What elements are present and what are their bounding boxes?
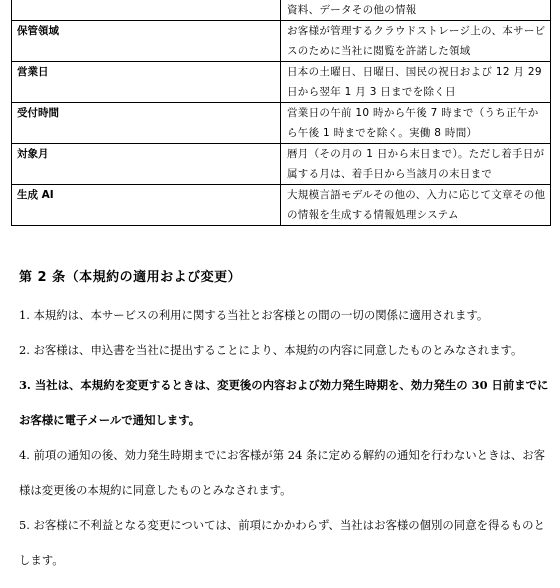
definition-description: 暦月（その月の 1 日から末日まで）。ただし着手日が属する月は、着手日から当該月の末日まで xyxy=(281,144,551,185)
clause-4: 4. 前項の通知の後、効力発生時期までにお客様が第 24 条に定める解約の通知を行わないときは、お客様は変更後の本規約に同意したものとみなされます。 xyxy=(19,448,546,497)
definition-row xyxy=(12,21,551,62)
definition-row xyxy=(12,0,551,21)
definition-term: 営業日 xyxy=(12,62,281,103)
definitions-table xyxy=(11,0,551,226)
definition-row xyxy=(12,185,551,226)
definition-term xyxy=(12,0,281,21)
clause-5: 5. お客様に不利益となる変更については、前項にかかわらず、当社はお客様の個別の同意を得るものとします。 xyxy=(19,518,545,567)
definition-description: 営業日の午前 10 時から午後 7 時まで（うち正午から午後 1 時までを除く。実働 8 時間） xyxy=(281,103,551,144)
definition-term: 生成 AI xyxy=(12,185,281,226)
definition-row xyxy=(12,62,551,103)
article-clauses xyxy=(19,298,551,578)
clause-2: 2. お客様は、申込書を当社に提出することにより、本規約の内容に同意したものとみなされます。 xyxy=(19,343,523,357)
definition-description: 大規模言語モデルその他の、入力に応じて文章その他の情報を生成する情報処理システム xyxy=(281,185,551,226)
clause-3: 3. 当社は、本規約を変更するときは、変更後の内容および効力発生時期を、効力発生の 30 日前までにお客様に電子メールで通知します。 xyxy=(19,378,549,427)
definition-description: 日本の土曜日、日曜日、国民の祝日および 12 月 29 日から翌年 1 月 3 日までを除く日 xyxy=(281,62,551,103)
clause-1: 1. 本規約は、本サービスの利用に関する当社とお客様との間の一切の関係に適用されます。 xyxy=(19,308,489,322)
definition-term: 保管領域 xyxy=(12,21,281,62)
definition-description: 資料、データその他の情報 xyxy=(281,0,551,21)
definition-row xyxy=(12,144,551,185)
definition-term: 対象月 xyxy=(12,144,281,185)
article-heading: 第 2 条（本規約の適用および変更） xyxy=(19,270,242,285)
definition-description: お客様が管理するクラウドストレージ上の、本サービスのために当社に閲覧を許諾した領域 xyxy=(281,21,551,62)
definition-term: 受付時間 xyxy=(12,103,281,144)
definition-row xyxy=(12,103,551,144)
